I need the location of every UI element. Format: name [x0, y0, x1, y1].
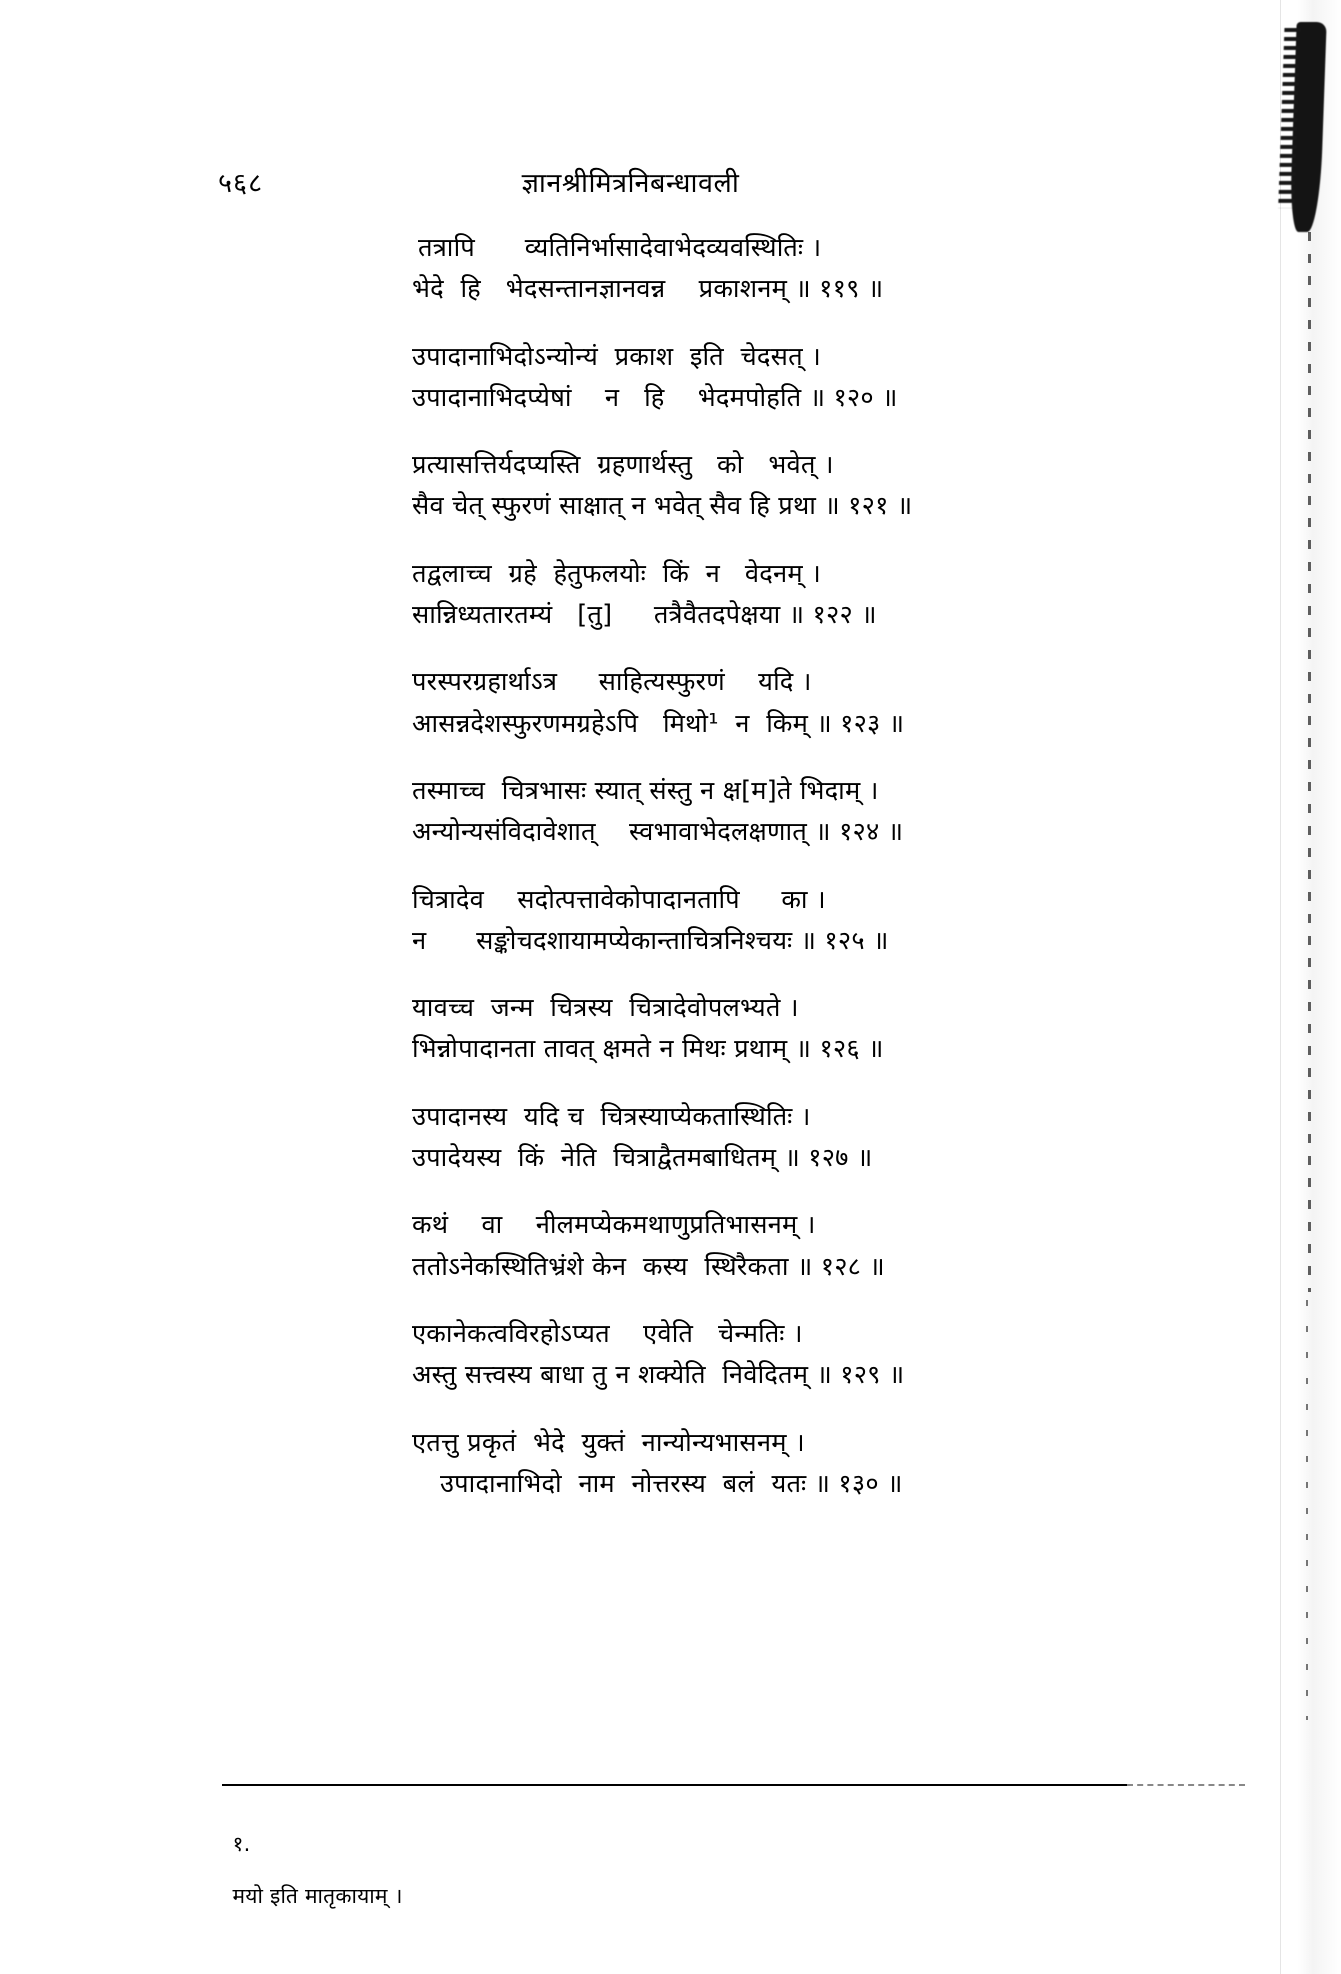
verse-line: यावच्च जन्म चित्रस्य चित्रादेवोपलभ्यते । [412, 993, 799, 1024]
verse-block [0, 554, 1341, 637]
verse-line: सैव चेत् स्फुरणं साक्षात् न भवेत् सैव हि प्रथा ॥ १२१ ॥ [412, 491, 913, 522]
footnote-text: मयो इति मातृकायाम् । [232, 1884, 403, 1908]
verse-line: चित्रादेव सदोत्पत्तावेकोपादानतापि का । [412, 884, 826, 915]
running-title: ज्ञानश्रीमित्रनिबन्धावली [521, 168, 740, 199]
verse-line: एतत्तु प्रकृतं भेदे युक्तं नान्योन्यभासनम् । [412, 1427, 805, 1458]
verse-line: भिन्नोपादानता तावत् क्षमते न मिथः प्रथाम् ॥ १२६ ॥ [412, 1034, 884, 1065]
footnote [205, 1806, 403, 1934]
verse-line: एकानेकत्वविरहोऽप्यत एवेति चेन्मतिः । [412, 1318, 803, 1349]
verse-line: उपादेयस्य किं नेति चित्राद्वैतमबाधितम् ॥ १२७ ॥ [412, 1143, 873, 1174]
verse-block [0, 1423, 1341, 1506]
verse-block [0, 1097, 1341, 1180]
verse-line: अन्योन्यसंविदावेशात् स्वभावाभेदलक्षणात् ॥ १२४ ॥ [412, 817, 904, 848]
footnote-marker: १. [232, 1832, 251, 1856]
verse-line: आसन्नदेशस्फुरणमग्रहेऽपि मिथो¹ न किम् ॥ १२३ ॥ [412, 708, 905, 739]
verse-block [0, 988, 1341, 1071]
verse-line: तद्वलाच्च ग्रहे हेतुफलयोः किं न वेदनम् । [412, 558, 821, 589]
verse-block [0, 1205, 1341, 1288]
verse-block [0, 337, 1341, 420]
verse-line: न सङ्कोचदशायामप्येकान्ताचित्रनिश्चयः ॥ १२५ ॥ [412, 925, 889, 956]
verse-line: तस्माच्च चित्रभासः स्यात् संस्तु न क्ष[म]ते भिदाम् । [412, 775, 879, 806]
folio-number: ५६८ [218, 168, 264, 199]
verse-line: परस्परग्रहार्थाऽत्र साहित्यस्फुरणं यदि । [412, 667, 812, 698]
verse-line: ततोऽनेकस्थितिभ्रंशे केन कस्य स्थिरैकता ॥ १२८ ॥ [412, 1251, 885, 1282]
verse-block [0, 228, 1341, 311]
verse-block [0, 1314, 1341, 1397]
verse-line: उपादानाभिदप्येषां न हि भेदमपोहति ॥ १२० ॥ [412, 382, 898, 413]
verse-block [0, 771, 1341, 854]
verse-block [0, 662, 1341, 745]
footnote-rule [222, 1784, 1127, 1786]
verse-line: उपादानस्य यदि च चित्रस्याप्येकतास्थितिः । [412, 1101, 811, 1132]
verse-line: उपादानाभिदोऽन्योन्यं प्रकाश इति चेदसत् । [412, 341, 821, 372]
verse-block [0, 445, 1341, 528]
verse-line: प्रत्यासत्तिर्यदप्यस्ति ग्रहणार्थस्तु को भवेत् । [412, 450, 834, 481]
verse-line: तत्रापि व्यतिनिर्भासादेवाभेदव्यवस्थितिः । [418, 233, 822, 263]
footnote-rule-dashed [1127, 1784, 1245, 1786]
verse-line: सान्निध्यतारतम्यं [तु] तत्रैवैतदपेक्षया ॥ १२२ ॥ [412, 600, 877, 631]
verse-list [0, 228, 1341, 1531]
verse-line: कथं वा नीलमप्येकमथाणुप्रतिभासनम् । [412, 1210, 816, 1241]
page-header [0, 163, 1341, 203]
verse-line: भेदे हि भेदसन्तानज्ञानवन्न प्रकाशनम् ॥ ११९ ॥ [412, 274, 884, 305]
verse-line: अस्तु सत्त्वस्य बाधा तु न शक्येति निवेदितम् ॥ १२९ ॥ [412, 1360, 905, 1391]
verse-block [0, 880, 1341, 963]
verse-line: उपादानाभिदो नाम नोत्तरस्य बलं यतः ॥ १३० ॥ [440, 1468, 903, 1499]
